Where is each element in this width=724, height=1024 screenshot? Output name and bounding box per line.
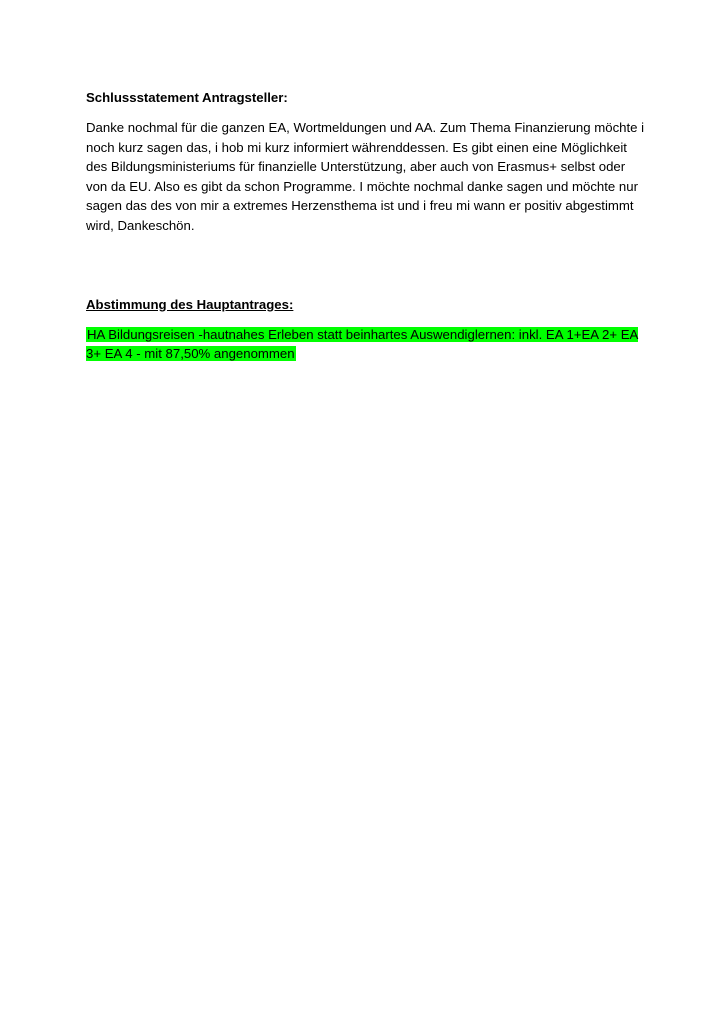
document-content [86,88,646,364]
vote-result-highlighted-text: HA Bildungsreisen -hautnahes Erleben statt beinhartes Auswendiglernen: inkl. EA 1+EA 2+ EA 3+ EA 4 - mit 87,50% angenommen [86,326,639,362]
section-heading-vote: Abstimmung des Hauptantrages: [86,296,294,312]
section-heading-closing-statement: Schlussstatement Antragsteller: [86,90,288,105]
vote-result-paragraph [86,325,646,364]
closing-statement-text: Danke nochmal für die ganzen EA, Wortmeldungen und AA. Zum Thema Finanzierung möchte i noch kurz sagen das, i hob mi kurz informiert währenddessen. Es gibt einen eine Möglichkeit des Bildungsministeriums für finanzielle Unterstützung, aber auch von Erasmus+ selbst oder von da EU. Also es gibt da schon Programme. I möchte nochmal danke sagen und möchte nur sagen das des von mir a extremes Herzensthema ist und i freu mi wann er positiv abgestimmt wird, Dankeschön. [86,120,645,233]
